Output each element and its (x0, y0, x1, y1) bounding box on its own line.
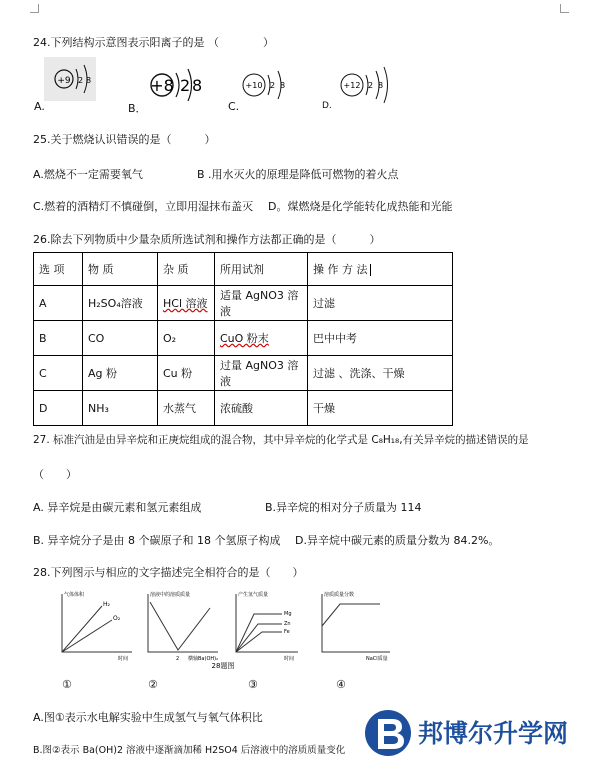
table-cell: 水蒸气 (158, 391, 215, 426)
graph2-xlabel: 横轴Ba(OH)₂ (188, 656, 219, 662)
graph4-xlabel: NaCl质量 (366, 656, 388, 662)
q27-option-d: D.异辛烷中碳元素的质量分数为 84.2%。 (295, 534, 500, 547)
q27-option-a: A. 异辛烷是由碳元素和氢元素组成 (33, 501, 202, 514)
table-row (34, 286, 453, 321)
header-option: 选 项 (34, 253, 83, 286)
q25-option-b: B .用水灭火的原理是降低可燃物的着火点 (197, 168, 399, 181)
q25-option-d: D。煤燃烧是化学能转化成热能和光能 (268, 200, 453, 213)
q26-stem: 26.除去下列物质中少量杂质所选试剂和操作方法都正确的是（ ） (33, 233, 381, 246)
q25-option-a: A.燃烧不一定需要氧气 (33, 168, 143, 181)
atom-b-shell-1: 2 (180, 76, 191, 95)
q24-option-b: B． (128, 102, 147, 115)
q25-stem: 25.关于燃烧认识错误的是（ ） (33, 133, 216, 146)
logo-text: 邦博尔升学网 (418, 719, 569, 748)
table-header-row (34, 253, 453, 286)
header-method: 操 作 方 法 (308, 253, 453, 286)
table-cell: 干燥 (308, 391, 453, 426)
graph-caption: 28题图 (211, 662, 235, 670)
table-cell: Ag 粉 (83, 356, 158, 391)
table-cell: HCl 溶液 (158, 286, 215, 321)
atom-diagram-c (243, 71, 285, 99)
page-corner-mark (30, 4, 39, 13)
atom-d-nucleus: +12 (343, 81, 361, 90)
q28-option-a: A.图①表示水电解实验中生成氢气与氧气体积比 (33, 711, 263, 724)
graph3-line-mg: Mg (284, 611, 292, 617)
q24-stem: 24.下列结构示意图表示阳离子的是 （ ） (33, 36, 274, 49)
graph-label-4: ④ (336, 678, 346, 691)
graph-label-3: ③ (248, 678, 258, 691)
graph-label-2: ② (148, 678, 158, 691)
q25-option-c: C.燃着的酒精灯不慎碰倒，立即用湿抹布盖灭 (33, 200, 254, 213)
table-cell: A (34, 286, 83, 321)
graph2-tick: 2 (176, 656, 180, 662)
table-cell: 巴中中考 (308, 321, 453, 356)
graph3-xlabel: 时间 (284, 656, 295, 662)
table-cell: B (34, 321, 83, 356)
table-cell: NH₃ (83, 391, 158, 426)
graph1-ylabel: 气体体积 (64, 592, 85, 598)
q28-graphs (40, 584, 400, 674)
table-row (34, 391, 453, 426)
site-logo-watermark (362, 707, 597, 759)
graph1-xlabel: 时间 (118, 656, 129, 662)
q27-stem: 27. 标准汽油是由异辛烷和正庚烷组成的混合物，其中异辛烷的化学式是 C₈H₁₈,有关异辛烷的描述错误的是 (33, 434, 529, 446)
q24-diagrams (30, 55, 390, 115)
graph3-line-fe: Fe (284, 629, 290, 635)
atom-b-nucleus: +8 (150, 76, 174, 95)
table-cell: 过量 AgNO3 溶液 (215, 356, 308, 391)
table-cell: CuO 粉末 (215, 321, 308, 356)
graph1-line-o2: O₂ (113, 615, 121, 622)
q28-stem: 28.下列图示与相应的文字描述完全相符合的是（ ） (33, 566, 304, 579)
graph2-ylabel: 溶液中的溶质质量 (150, 592, 191, 598)
page-corner-mark (560, 4, 569, 13)
atom-diagram-b (150, 69, 202, 101)
graph4-ylabel: 溶质质量分数 (324, 592, 355, 598)
table-cell: 过滤 (308, 286, 453, 321)
atom-b-shell-2: 8 (192, 76, 203, 95)
header-reagent: 所用试剂 (215, 253, 308, 286)
q24-option-c: C. (228, 100, 240, 113)
q24-option-a: A. (34, 100, 45, 113)
graph3-ylabel: 产生氢气质量 (238, 592, 269, 598)
atom-diagram-a (44, 57, 96, 101)
atom-a-shell-2: 8 (86, 76, 92, 85)
atom-c-nucleus: +10 (245, 81, 263, 90)
graph1-line-h2: H₂ (103, 601, 110, 608)
graph3-line-zn: Zn (284, 621, 291, 627)
q24-option-d: D. (322, 101, 332, 111)
table-cell: D (34, 391, 83, 426)
table-cell: C (34, 356, 83, 391)
atom-c-shell-2: 8 (280, 81, 286, 90)
table-cell: 过滤 、洗涤、干燥 (308, 356, 453, 391)
table-cell: 浓硫酸 (215, 391, 308, 426)
q27-option-c: B. 异辛烷分子是由 8 个碳原子和 18 个氢原子构成 (33, 534, 281, 547)
atom-a-shell-1: 2 (78, 76, 84, 85)
q26-table (33, 252, 453, 426)
table-cell: H₂SO₄溶液 (83, 286, 158, 321)
table-cell: Cu 粉 (158, 356, 215, 391)
table-cell: CO (83, 321, 158, 356)
atom-d-shell-1: 2 (368, 81, 374, 90)
graph-label-1: ① (62, 678, 72, 691)
atom-a-nucleus: +9 (57, 76, 71, 86)
atom-d-shell-2: 8 (378, 81, 384, 90)
q27-option-b: B.异辛烷的相对分子质量为 114 (265, 501, 422, 514)
q28-option-b: B.图②表示 Ba(OH)2 溶液中逐渐滴加稀 H2SO4 后溶液中的溶质质量变化 (33, 745, 346, 756)
header-substance: 物 质 (83, 253, 158, 286)
table-cell: O₂ (158, 321, 215, 356)
header-impurity: 杂 质 (158, 253, 215, 286)
atom-diagram-d (341, 67, 388, 103)
q27-stem-paren: （ ） (33, 468, 77, 481)
logo-b-icon (362, 707, 597, 759)
table-row (34, 356, 453, 391)
table-row (34, 321, 453, 356)
table-cell: 适量 AgNO3 溶液 (215, 286, 308, 321)
atom-c-shell-1: 2 (270, 81, 276, 90)
